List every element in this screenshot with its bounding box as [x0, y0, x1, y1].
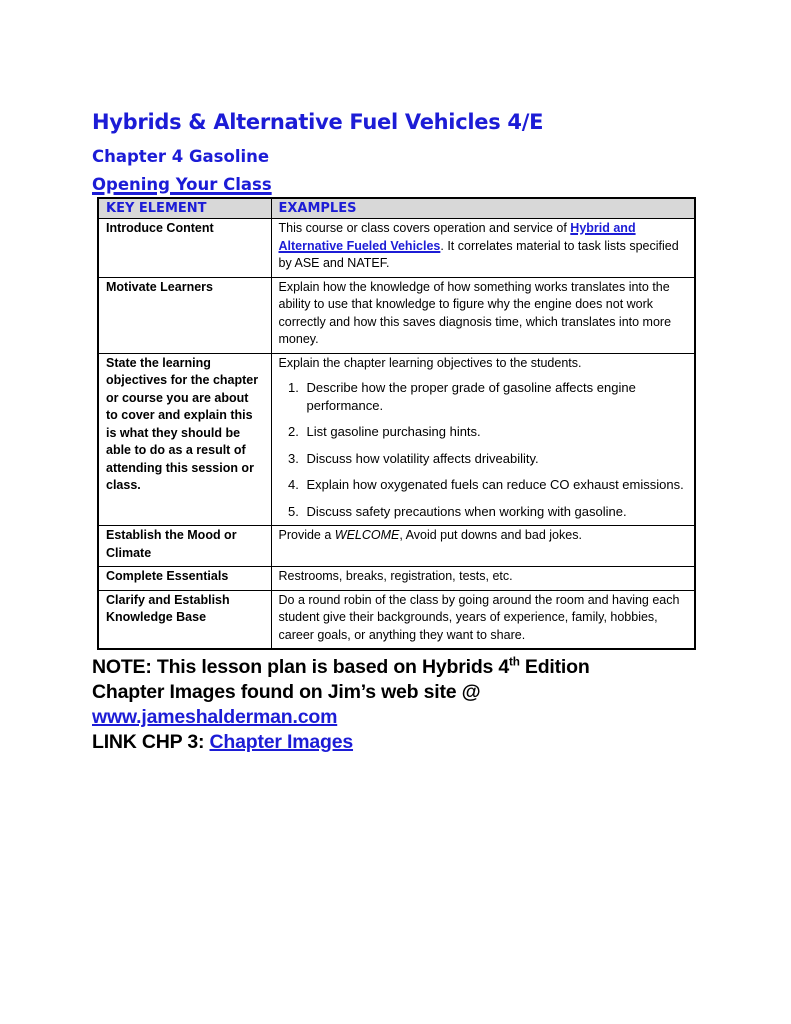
examples-text: Provide a [278, 528, 335, 543]
key-element-cell: Complete Essentials [98, 567, 271, 591]
table-row-motivate-learners [98, 277, 695, 353]
jameshalderman-website-link[interactable]: www.jameshalderman.com [92, 705, 338, 728]
table-row-establish-mood [98, 526, 695, 567]
examples-cell [271, 219, 695, 278]
objective-item: 3. Discuss how volatility affects driveability. [303, 450, 688, 468]
examples-text: , Avoid put downs and bad jokes. [399, 528, 582, 543]
chapter-heading: Chapter 4 Gasoline [92, 147, 270, 166]
key-element-cell: Introduce Content [98, 219, 271, 278]
examples-cell: Do a round robin of the class by going around the room and having each student give their backgrounds, years of experience, family, hobbies, career goals, or anything they want to share. [271, 590, 695, 649]
note-line-1 [92, 655, 731, 680]
objective-item: 4. Explain how oxygenated fuels can reduce CO exhaust emissions. [303, 476, 688, 494]
link-chp-label: LINK CHP 3: [92, 730, 210, 753]
objectives-intro: Explain the chapter learning objectives to the students. [278, 355, 582, 370]
objective-item: 2. List gasoline purchasing hints. [303, 423, 688, 441]
key-element-cell: Motivate Learners [98, 277, 271, 353]
table-row-learning-objectives [98, 353, 695, 526]
note-line-3 [92, 705, 731, 730]
examples-text: . It correlates material to task lists specified by ASE and NATEF. [278, 238, 679, 270]
table-row-clarify-knowledge-base [98, 590, 695, 649]
hybrid-and-alternative-fueled-vehicles-link[interactable]: Hybrid and Alternative Fueled Vehicles [278, 221, 636, 253]
chapter-images-link[interactable]: Chapter Images [209, 730, 354, 753]
key-element-cell: Clarify and Establish Knowledge Base [98, 590, 271, 649]
note-text: NOTE: This lesson plan is based on Hybrids 4 [92, 656, 510, 679]
table-row-complete-essentials [98, 567, 695, 591]
table-header-row [98, 198, 695, 219]
note-text: Edition [519, 656, 590, 679]
table-row-introduce-content [98, 219, 695, 278]
objective-item: 1. Describe how the proper grade of gasoline affects engine performance. [303, 379, 688, 414]
examples-cell: Restrooms, breaks, registration, tests, etc. [271, 567, 695, 591]
examples-cell [271, 526, 695, 567]
lesson-plan-table [97, 197, 696, 650]
section-heading-opening-your-class: Opening Your Class [92, 175, 272, 194]
note-section [92, 655, 731, 754]
document-title: Hybrids & Alternative Fuel Vehicles 4/E [92, 110, 544, 134]
examples-text: This course or class covers operation and service of [278, 221, 571, 235]
objective-item: 5. Discuss safety precautions when working with gasoline. [303, 503, 688, 521]
examples-cell: Explain how the knowledge of how something works translates into the ability to use that knowledge to figure why the engine does not work correctly and how this saves diagnosis time, which translates into more money. [271, 277, 695, 353]
note-line-2: Chapter Images found on Jim’s web site @ [92, 681, 481, 704]
note-line-4 [92, 730, 731, 755]
key-element-cell: Establish the Mood or Climate [98, 526, 271, 567]
column-header-examples: EXAMPLES [271, 198, 695, 219]
welcome-emphasis: WELCOME [334, 528, 400, 543]
key-element-cell: State the learning objectives for the chapter or course you are about to cover and explain this is what they should be able to do as a result of attending this session or class. [98, 353, 271, 526]
column-header-key-element: KEY ELEMENT [98, 198, 271, 219]
examples-cell [271, 353, 695, 526]
objectives-list [279, 379, 688, 520]
ordinal-superscript: th [509, 655, 520, 669]
